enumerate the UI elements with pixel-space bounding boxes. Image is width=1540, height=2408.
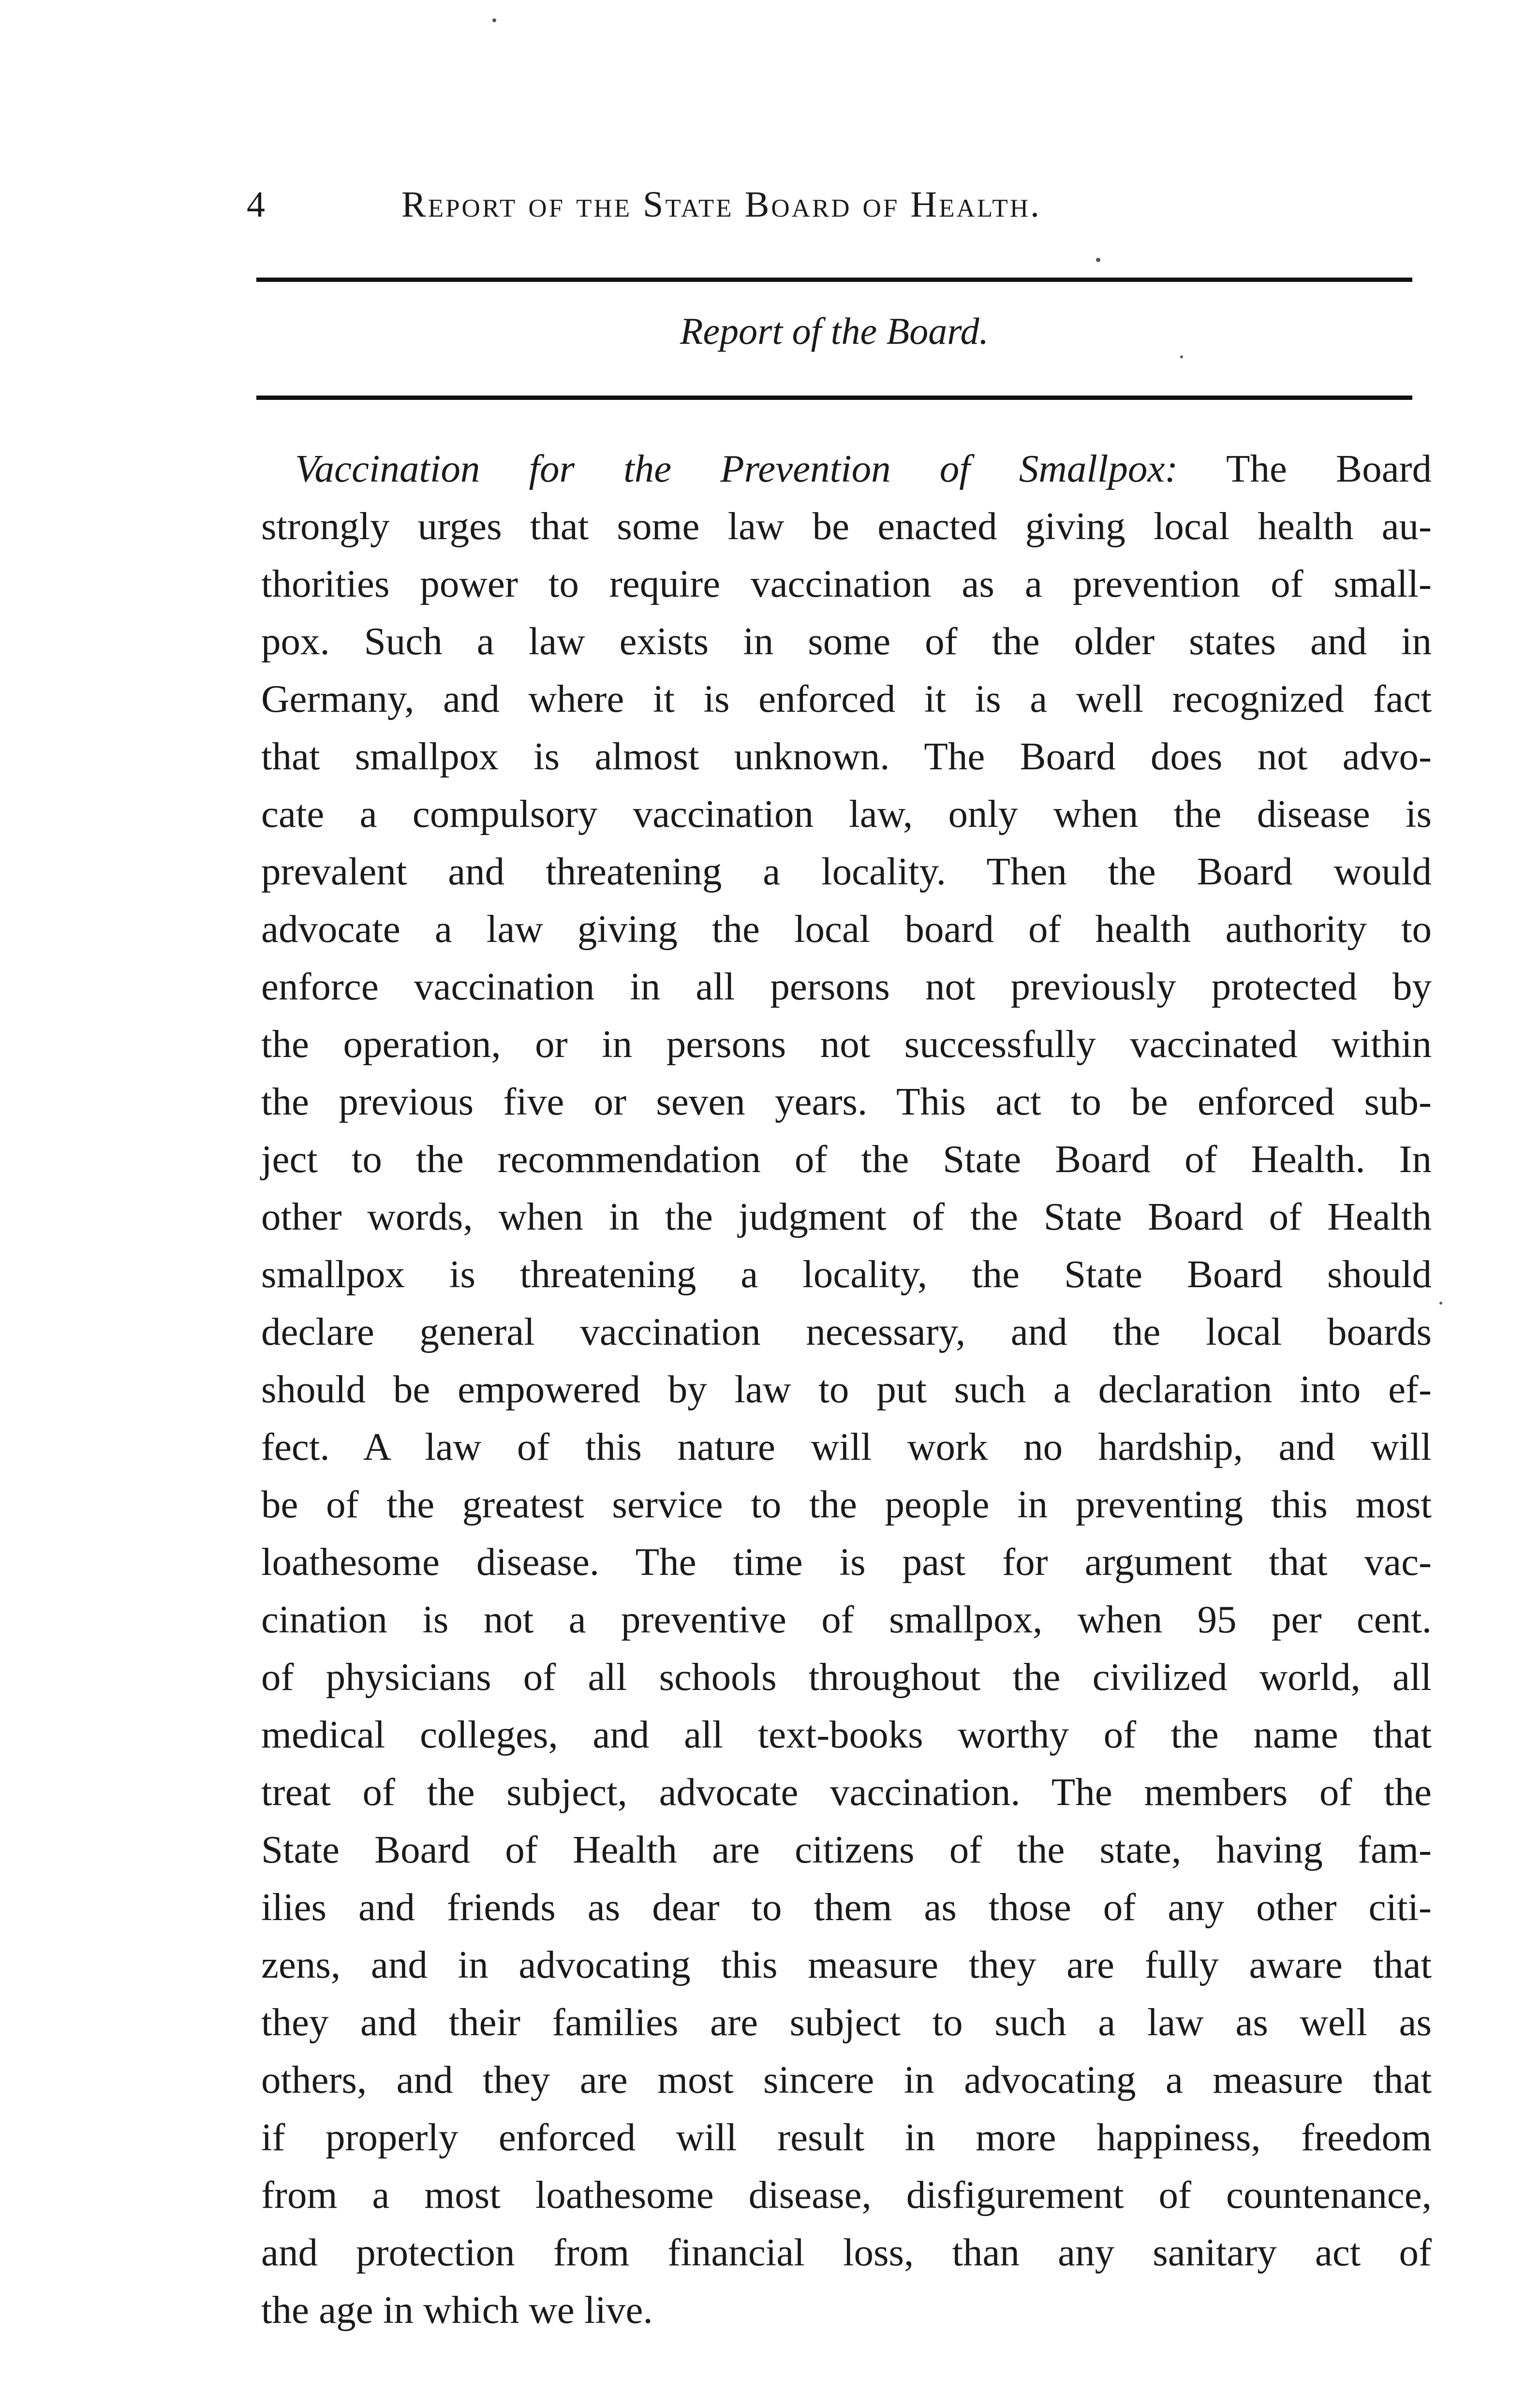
paragraph-line: State Board of Health are citizens of the state, having fam- <box>261 1828 1432 1871</box>
paragraph-line: should be empowered by law to put such a declaration into ef- <box>261 1367 1432 1411</box>
paragraph-line: the operation, or in persons not successfully vaccinated within <box>261 1022 1432 1066</box>
paragraph-line: the previous five or seven years. This act to be enforced sub- <box>261 1080 1432 1123</box>
paragraph-line: cination is not a preventive of smallpox, when 95 per cent. <box>261 1598 1432 1641</box>
paragraph-line: that smallpox is almost unknown. The Board does not advo- <box>261 734 1432 778</box>
paragraph-lead-in: Vaccination for the Prevention of Smallpox: <box>295 447 1178 490</box>
header-rule-top <box>256 278 1412 282</box>
paragraph-line: declare general vaccination necessary, and the local boards <box>261 1310 1432 1353</box>
paragraph-line: ilies and friends as dear to them as those of any other citi- <box>261 1885 1432 1929</box>
paragraph-line: cate a compulsory vaccination law, only when the disease is <box>261 792 1432 836</box>
paragraph-line: of physicians of all schools throughout the civilized world, all <box>261 1655 1432 1699</box>
page-number: 4 <box>247 184 267 225</box>
paragraph-line: ject to the recommendation of the State Board of Health. In <box>261 1137 1432 1181</box>
paragraph-line: zens, and in advocating this measure they are fully aware that <box>261 1943 1432 1986</box>
paragraph-line <box>261 440 1432 498</box>
paragraph-line: Germany, and where it is enforced it is a well recognized fact <box>261 677 1432 720</box>
paper-speck <box>1439 1302 1442 1305</box>
running-title: Report of the State Board of Health. <box>401 184 1041 225</box>
section-heading: Report of the Board. <box>680 310 989 352</box>
running-header <box>242 184 1422 242</box>
paragraph-line: other words, when in the judgment of the State Board of Health <box>261 1195 1432 1238</box>
paragraph-line: medical colleges, and all text-books worthy of the name that <box>261 1713 1432 1756</box>
paragraph-line: from a most loathesome disease, disfigurement of countenance, <box>261 2173 1432 2217</box>
paragraph-line: treat of the subject, advocate vaccination. The members of the <box>261 1770 1432 1814</box>
paper-speck <box>1096 258 1100 262</box>
paragraph-line: enforce vaccination in all persons not previously protected by <box>261 965 1432 1008</box>
paragraph-line: pox. Such a law exists in some of the older states and in <box>261 619 1432 663</box>
paragraph-line: be of the greatest service to the people in preventing this most <box>261 1483 1432 1526</box>
paragraph-line: smallpox is threatening a locality, the State Board should <box>261 1252 1432 1296</box>
header-rule-bottom <box>256 396 1412 400</box>
paragraph-line: they and their families are subject to such a law as well as <box>261 2000 1432 2044</box>
paragraph-line: thorities power to require vaccination as a prevention of small- <box>261 562 1432 605</box>
paragraph-line: prevalent and threatening a locality. Then the Board would <box>261 850 1432 893</box>
paper-speck <box>492 18 496 22</box>
paragraph-line: loathesome disease. The time is past for argument that vac- <box>261 1540 1432 1584</box>
paragraph-line: advocate a law giving the local board of health authority to <box>261 907 1432 951</box>
paragraph-line: strongly urges that some law be enacted giving local health au- <box>261 504 1432 548</box>
paragraph-line: and protection from financial loss, than any sanitary act of <box>261 2231 1432 2274</box>
paragraph-line: others, and they are most sincere in advocating a measure that <box>261 2058 1432 2101</box>
paper-speck <box>1180 355 1183 358</box>
paragraph-line: fect. A law of this nature will work no hardship, and will <box>261 1425 1432 1468</box>
paragraph-line-text: The Board <box>1226 447 1432 490</box>
paragraph-line: if properly enforced will result in more happiness, freedom <box>261 2115 1432 2159</box>
paragraph-line: the age in which we live. <box>261 2288 653 2332</box>
body-paragraph <box>261 440 1432 2339</box>
